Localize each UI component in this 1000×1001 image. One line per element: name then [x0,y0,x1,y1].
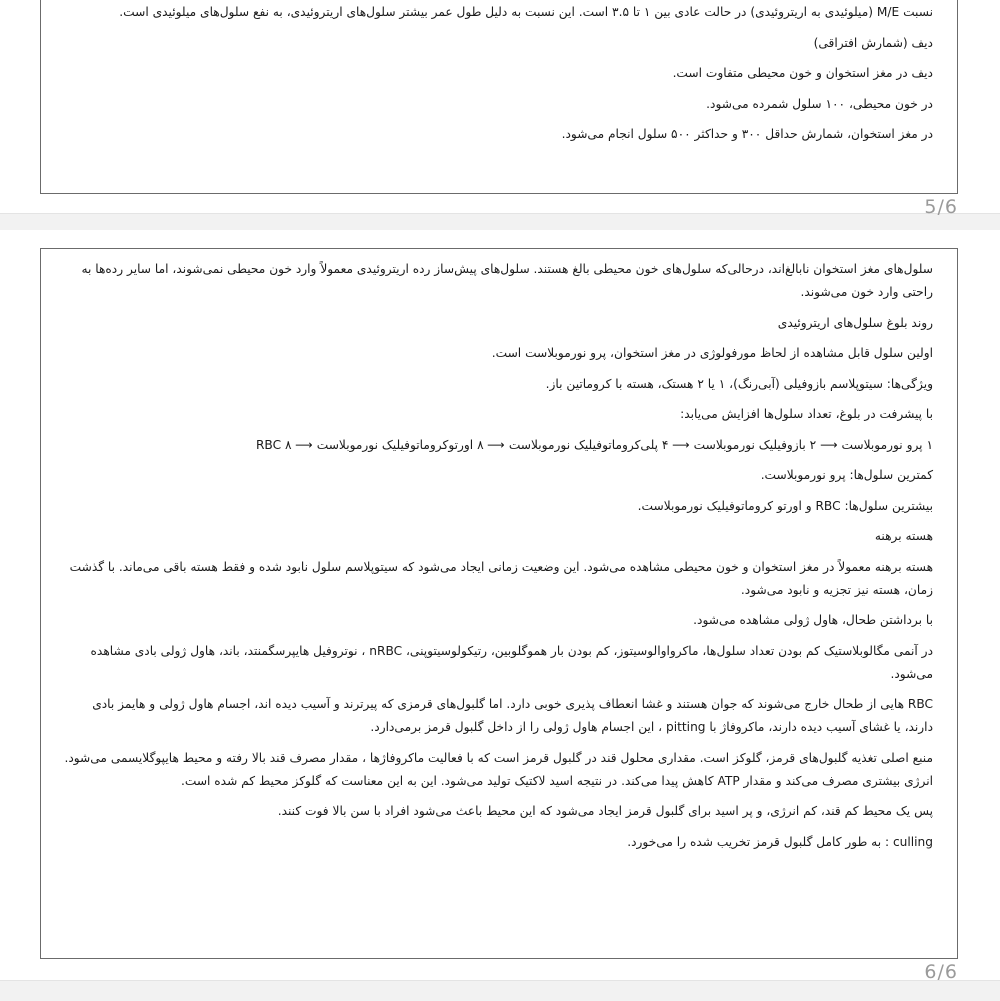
paragraph: در خون محیطی، ۱۰۰ سلول شمرده می‌شود. [706,96,933,111]
paragraph: RBC هایی از طحال خارج می‌شوند که جوان هستند و غشا انعطاف پذیری خوبی دارد. اما گلبول‌های قرمزی که پیرترند و آسیب دیده اند، اجسام هاول ژولی و هایمز بادی دارند، یا غشای آسیب دیده دارند، ماکروفاژ با pitting ، این اجسام هاول ژولی را از داخل گلبول قرمز برمی‌دارد. [92,697,933,734]
paragraph: با پیشرفت در بلوغ، تعداد سلول‌ها افزایش می‌یابد: [680,407,933,421]
arrow-icon: ⟵ [295,437,313,452]
paragraph: بیشترین سلول‌ها: RBC و اورتو کروماتوفیلیک نورموبلاست. [637,498,933,513]
paragraph: هسته برهنه معمولاً در مغز استخوان و خون محیطی مشاهده می‌شود. این وضعیت زمانی ایجاد می‌شود که سیتوپلاسم سلول نابود شده و فقط هسته باقی می‌ماند. با گذشت زمان، هسته نیز تجزیه و نابود می‌شود. [69,559,933,597]
arrow-icon: ⟵ [820,437,838,452]
paragraph: در آنمی مگالوبلاستیک کم بودن تعداد سلول‌ها، ماکرواوالوسیتوز، کم بودن بار هموگلوبین، رتیکولوسیتوپنی، nRBC ، نوتروفیل هایپرسگمنتد، باند، هاول ژولی بادی مشاهده می‌شود. [90,643,933,681]
paragraph: اولین سلول قابل مشاهده از لحاظ مورفولوژی در مغز استخوان، پرو نورموبلاست است. [491,346,933,360]
arrow-icon: ⟵ [487,437,505,452]
maturation-step: ۴ پلی‌کروماتوفیلیک نورموبلاست [508,437,669,452]
page-number: 6/6 [924,961,958,983]
paragraph: نسبت M/E (میلوئیدی به اریتروئیدی) در حالت عادی بین ۱ تا ۳.۵ است. این نسبت به دلیل طول عمر بیشتر سلول‌های اریتروئیدی، به نفع سلول‌های میلوئیدی است. [119,5,933,19]
paragraph: پس یک محیط کم قند، کم انرژی، و پر اسید برای گلبول قرمز ایجاد می‌شود که این محیط باعث می‌شود افراد با سن بالا فوت کنند. [277,804,933,818]
maturation-sequence [63,434,933,457]
document-page-6 [40,248,958,959]
paragraph: کمترین سلول‌ها: پرو نورموبلاست. [760,468,933,482]
section-heading: روند بلوغ سلول‌های اریتروئیدی [777,315,933,330]
paragraph: منبع اصلی تغذیه گلبول‌های قرمز، گلوکز است. مقداری محلول قند در گلبول قرمز است که با فعالیت ماکروفاژها ، مقدار مصرف قند بالا رفته و محیط هایپوگلایسمی می‌شود. انرژی بیشتری مصرف می‌کند و مقدار ATP کاهش پیدا می‌کند. در نتیجه اسید لاکتیک تولید می‌شود. این به این معناست که گلوکز محیط کم شده است. [64,750,933,788]
page-6-text [41,249,957,854]
paragraph: با برداشتن طحال، هاول ژولی مشاهده می‌شود. [693,613,933,627]
paragraph: culling : به طور کامل گلبول قرمز تخریب شده را می‌خورد. [627,834,933,849]
section-heading: دیف (شمارش افتراقی) [813,35,933,50]
maturation-step: ۸ اورتوکروماتوفیلیک نورموبلاست [316,437,484,452]
paragraph: دیف در مغز استخوان و خون محیطی متفاوت است. [672,66,933,80]
paragraph: در مغز استخوان، شمارش حداقل ۳۰۰ و حداکثر ۵۰۰ سلول انجام می‌شود. [561,127,933,141]
maturation-step: ۱ پرو نورموبلاست [841,437,933,452]
document-page-5 [40,0,958,194]
arrow-icon: ⟵ [672,437,690,452]
maturation-step: ۸ RBC [255,437,292,452]
page-separator [0,980,1000,1001]
page-separator [0,213,1000,230]
paragraph: ویژگی‌ها: سیتوپلاسم بازوفیلی (آبی‌رنگ)، ۱ یا ۲ هستک، هسته با کروماتین باز. [545,376,933,391]
page-5-text [41,0,957,146]
page-number: 5/6 [924,196,958,218]
maturation-step: ۲ بازوفیلیک نورموبلاست [693,437,817,452]
paragraph: سلول‌های مغز استخوان نابالغ‌اند، درحالی‌که سلول‌های خون محیطی بالغ هستند. سلول‌های پیش‌ساز رده اریتروئیدی معمولاً وارد خون محیطی نمی‌شوند، اما سایر رده‌ها به راحتی وارد خون می‌شوند. [81,262,933,299]
section-heading: هسته برهنه [874,529,933,543]
